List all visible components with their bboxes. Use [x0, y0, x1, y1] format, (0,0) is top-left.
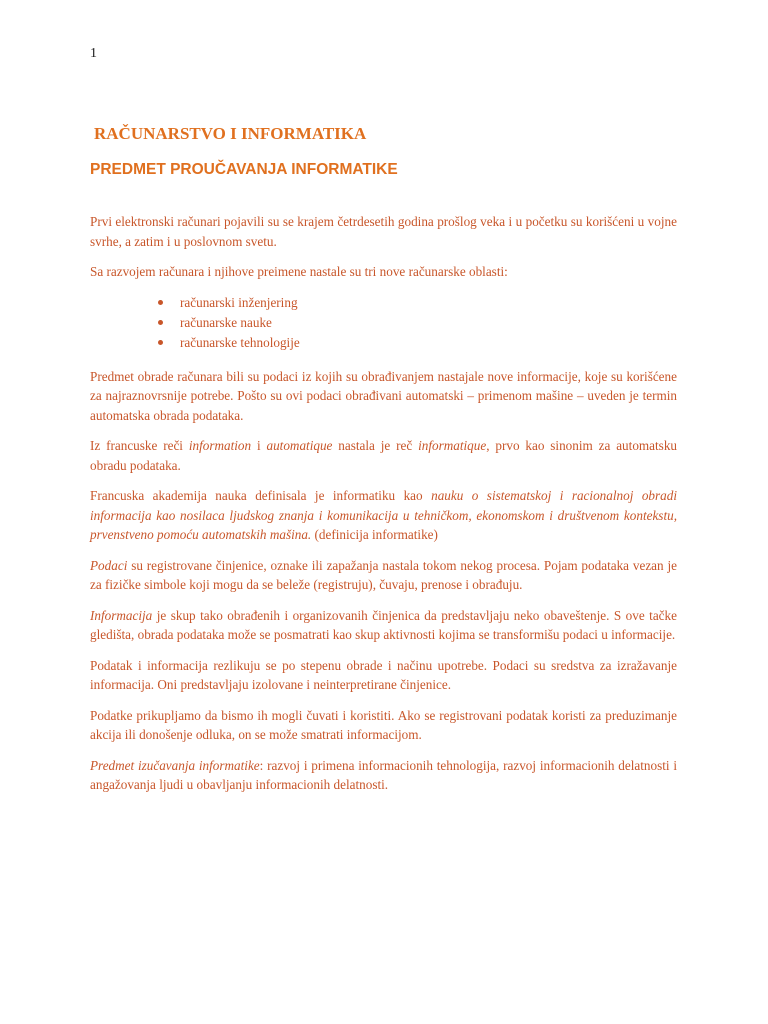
text-run: (definicija informatike) — [311, 527, 438, 542]
paragraph-intro: Prvi elektronski računari pojavili su se krajem četrdesetih godina prošlog veka i u početku su korišćeni u vojne svrhe, a zatim i u poslovnom svetu. — [90, 214, 677, 249]
italic-definition: nauku o sistematskoj i racionalnoj obradi informacija kao nosilaca ljudskog znanja i komunikacija u tehničkom, ekonomskom i društvenom kontekstu, prvenstveno pomoću automatskih mašina. — [90, 488, 677, 542]
paragraph-etymology — [90, 436, 677, 475]
paragraph-subject — [90, 756, 677, 795]
text-run: Iz francuske reči — [90, 438, 189, 453]
bullet-icon — [158, 340, 163, 345]
text-run: i — [251, 438, 267, 453]
paragraph-definition — [90, 486, 677, 545]
italic-term: information — [188, 438, 252, 453]
bullet-list — [90, 293, 677, 353]
list-item — [158, 293, 677, 313]
bullet-icon — [158, 320, 163, 325]
list-item — [158, 333, 677, 353]
text-run: , prvo kao sinonim za automatsku obradu podataka. — [90, 438, 678, 473]
list-item-text: računarske tehnologije — [180, 334, 300, 350]
italic-term: informatique — [418, 438, 487, 453]
paragraph-information — [90, 606, 677, 645]
text-run: su registrovane činjenice, oznake ili zapažanja nastala tokom nekog procesa. Pojam podataka vezan je za fizičke simbole koji mogu da se beleže (registruju), čuvaju, prenose i obrađuju. — [90, 557, 677, 592]
paragraph-data — [90, 556, 677, 595]
text-run: nastala je reč — [332, 438, 419, 453]
list-item-text: računarske nauke — [180, 314, 272, 330]
italic-term: Informacija — [90, 607, 153, 623]
italic-term: Podaci — [90, 557, 128, 573]
paragraph-areas: Sa razvojem računara i njihove preimene nastale su tri nove računarske oblasti: — [90, 264, 508, 279]
section-heading: PREDMET PROUČAVANJA INFORMATIKE — [90, 161, 398, 178]
italic-term: Predmet izučavanja informatike — [90, 757, 260, 773]
text-run: Francuska akademija nauka definisala je informatiku kao — [90, 488, 432, 503]
document-title: RAČUNARSTVO I INFORMATIKA — [94, 124, 367, 143]
text-run: je skup tako obrađenih i organizovanih činjenica da predstavljaju neko obaveštenje. S ove tačke gledišta, obrada podataka može se posmatrati kao skup aktivnosti kojima se transformišu podaci u informacije. — [90, 607, 677, 642]
italic-term: automatique — [266, 438, 333, 453]
paragraph-processing: Predmet obrade računara bili su podaci iz kojih su obrađivanjem nastajale nove informacije, koje su korišćene za najraznovrsnije potrebe. Pošto su ovi podaci obrađivani automatski – primenom mašine – uveden je termin automatska obrada podataka. — [90, 368, 677, 423]
paragraph-collection: Podatke prikupljamo da bismo ih mogli čuvati i koristiti. Ako se registrovani podatak koristi za preduzimanje akcija ili donošenje odluka, on se može smatrati informacijom. — [90, 707, 677, 742]
page-number: 1 — [90, 46, 97, 61]
list-item — [158, 313, 677, 333]
document-body — [90, 212, 677, 806]
list-item-text: računarski inženjering — [180, 294, 298, 310]
bullet-icon — [158, 300, 163, 305]
paragraph-difference: Podatak i informacija rezlikuju se po stepenu obrade i načinu upotrebe. Podaci su sredstva za izražavanje informacija. Oni predstavljaju izolovane i neinterpretirane činjenice. — [90, 657, 677, 692]
text-run: : razvoj i primena informacionih tehnologija, razvoj informacionih delatnosti i angažovanja ljudi u obavljanju informacionih delatnosti. — [90, 757, 678, 792]
